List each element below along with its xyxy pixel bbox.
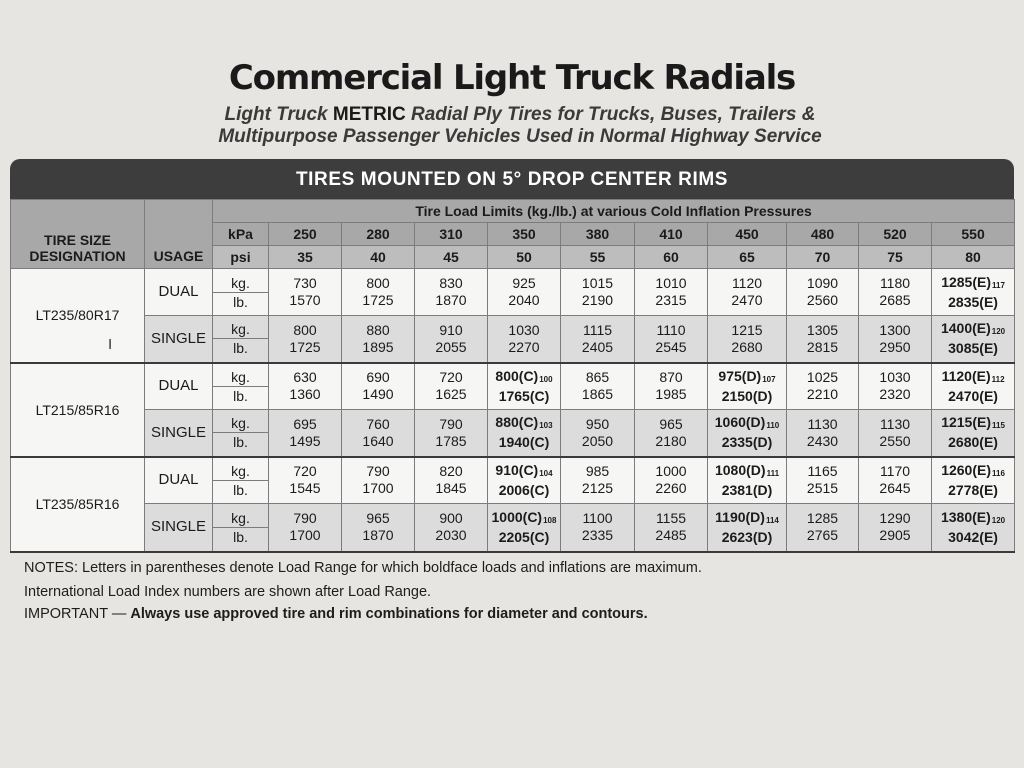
- load-lb: 2260: [655, 480, 687, 497]
- load-lb: 2315: [655, 292, 687, 308]
- load-value-cell: [561, 269, 635, 316]
- unit-lb: lb.: [213, 480, 268, 499]
- load-kg: 880: [366, 321, 390, 338]
- load-value-cell: [787, 269, 859, 316]
- unit-lb: lb.: [213, 292, 268, 311]
- unit-cell: [213, 457, 269, 504]
- load-index: 115: [992, 421, 1005, 431]
- load-kg: 830: [439, 275, 463, 291]
- load-kg: 1215: [731, 321, 763, 338]
- load-kg: 820: [439, 463, 463, 480]
- usage-cell: SINGLE: [145, 410, 213, 457]
- load-lb: 2765: [806, 527, 839, 544]
- load-kg: 1120(E): [941, 367, 991, 384]
- psi-value: 40: [342, 246, 415, 269]
- unit-lb: lb.: [213, 386, 268, 405]
- unit-cell: [213, 363, 269, 410]
- load-kg: 1025: [806, 369, 839, 386]
- unit-lb: lb.: [213, 338, 268, 357]
- psi-value: 75: [859, 246, 932, 269]
- table-caption: Tire Load Limits (kg./lb.) at various Cold Inflation Pressures: [213, 200, 1015, 223]
- load-value-cell: [561, 316, 635, 363]
- load-value-cell: [415, 410, 488, 457]
- load-index: 116: [992, 468, 1005, 478]
- kpa-value: 450: [708, 223, 787, 246]
- load-lb: 1895: [362, 338, 394, 355]
- load-kg: 1170: [879, 463, 911, 480]
- load-value-cell: [269, 316, 342, 363]
- load-kg: 630: [293, 369, 317, 386]
- load-lb: 3042(E): [948, 528, 998, 545]
- load-lb: 2190: [581, 292, 614, 308]
- kpa-value: 550: [932, 223, 1015, 246]
- load-kg: 800: [366, 275, 390, 291]
- load-kg: 1000: [655, 463, 687, 480]
- load-value-cell: [488, 504, 561, 552]
- unit-kg: kg.: [231, 274, 250, 291]
- load-lb: 1625: [435, 386, 467, 403]
- usage-cell: DUAL: [145, 363, 213, 410]
- kpa-label: kPa: [213, 223, 269, 246]
- unit-kg: kg.: [231, 321, 250, 338]
- load-lb: 1870: [435, 292, 467, 308]
- load-lb: 2006(C): [498, 481, 550, 498]
- load-lb: 2470: [731, 292, 763, 308]
- load-index: 120: [991, 515, 1006, 525]
- load-lb: 2950: [879, 338, 911, 355]
- load-value-cell: [708, 316, 787, 363]
- load-kg: 730: [293, 275, 317, 291]
- load-value-cell: [635, 410, 708, 457]
- load-value-cell: [635, 363, 708, 410]
- load-index: 117: [992, 280, 1005, 290]
- load-lb: 1700: [362, 480, 394, 497]
- unit-lb: lb.: [213, 432, 268, 451]
- load-index: 110: [766, 421, 780, 431]
- load-kg: 965: [659, 415, 683, 432]
- load-kg: 1305: [806, 321, 839, 338]
- load-lb: 1940(C): [498, 434, 550, 451]
- load-value-cell: [787, 316, 859, 363]
- usage-header: USAGE: [145, 200, 213, 269]
- load-lb: 2030: [435, 527, 467, 544]
- load-kg: 1120: [731, 275, 763, 291]
- load-index: 100: [539, 374, 553, 384]
- load-limits-table: [10, 199, 1015, 553]
- load-kg: 1130: [807, 415, 838, 432]
- table-band-header: TIRES MOUNTED ON 5° DROP CENTER RIMS: [10, 159, 1014, 199]
- usage-cell: DUAL: [145, 457, 213, 504]
- kpa-value: 380: [561, 223, 635, 246]
- psi-value: 70: [787, 246, 859, 269]
- unit-cell: [213, 316, 269, 363]
- load-kg: 720: [439, 369, 463, 386]
- load-kg: 910: [439, 321, 463, 338]
- unit-kg: kg.: [231, 415, 250, 432]
- psi-value: 50: [488, 246, 561, 269]
- load-kg: 880(C): [495, 414, 539, 431]
- unit-cell: [213, 504, 269, 552]
- load-kg: 1180: [879, 275, 911, 291]
- load-lb: 2515: [806, 480, 839, 497]
- psi-value: 60: [635, 246, 708, 269]
- load-value-cell: [787, 410, 859, 457]
- load-value-cell: [932, 457, 1015, 504]
- unit-cell: [213, 410, 269, 457]
- load-lb: 2335: [581, 527, 614, 544]
- load-kg: 1000(C): [491, 508, 543, 525]
- load-kg: 790: [293, 510, 317, 527]
- load-lb: 2685: [879, 292, 911, 308]
- load-kg: 1300: [879, 321, 911, 338]
- tire-size-cell: LT235/85R16: [11, 457, 145, 552]
- load-kg: 870: [659, 369, 683, 386]
- load-value-cell: [859, 457, 932, 504]
- load-kg: 1260(E): [941, 461, 991, 478]
- psi-label: psi: [213, 246, 269, 269]
- load-kg: 1285(E): [941, 273, 991, 290]
- psi-value: 65: [708, 246, 787, 269]
- load-value-cell: [859, 316, 932, 363]
- kpa-value: 280: [342, 223, 415, 246]
- load-lb: 2680: [731, 338, 763, 355]
- load-value-cell: [342, 269, 415, 316]
- load-lb: 2905: [879, 527, 911, 544]
- load-value-cell: [859, 269, 932, 316]
- load-value-cell: [342, 457, 415, 504]
- load-value-cell: [342, 410, 415, 457]
- load-kg: 1380(E): [940, 508, 991, 525]
- load-value-cell: [561, 410, 635, 457]
- load-value-cell: [932, 363, 1015, 410]
- load-value-cell: [787, 363, 859, 410]
- table-row: [11, 316, 1015, 363]
- load-value-cell: [708, 363, 787, 410]
- load-lb: 1700: [289, 527, 321, 544]
- table-row: [11, 504, 1015, 552]
- load-kg: 965: [366, 510, 390, 527]
- load-value-cell: [708, 504, 787, 552]
- notes-line-1: NOTES: Letters in parentheses denote Load Range for which boldface loads and inflations are maximum.: [24, 560, 702, 576]
- load-lb: 2180: [655, 432, 687, 449]
- subtitle-line-2: Multipurpose Passenger Vehicles Used in Normal Highway Service: [218, 126, 822, 147]
- load-kg: 1060(D): [714, 414, 766, 431]
- load-lb: 2545: [655, 338, 687, 355]
- load-lb: 2470(E): [948, 387, 998, 404]
- load-index: 104: [539, 468, 553, 478]
- load-lb: 2405: [581, 338, 614, 355]
- load-lb: 2055: [435, 338, 467, 355]
- load-lb: 2835(E): [948, 293, 998, 310]
- subtitle-line-1: Light Truck METRIC Radial Ply Tires for Trucks, Buses, Trailers &: [224, 104, 816, 125]
- kpa-value: 520: [859, 223, 932, 246]
- load-value-cell: [859, 504, 932, 552]
- load-value-cell: [269, 457, 342, 504]
- load-kg: 1100: [582, 510, 613, 527]
- load-kg: 1015: [581, 275, 614, 291]
- load-value-cell: [269, 504, 342, 552]
- load-kg: 800(C): [495, 367, 539, 384]
- load-kg: 1115: [582, 321, 613, 338]
- load-value-cell: [787, 457, 859, 504]
- text-cursor-icon: I: [108, 336, 113, 353]
- load-lb: 2125: [581, 480, 614, 497]
- load-value-cell: [415, 363, 488, 410]
- load-lb: 1360: [289, 386, 321, 403]
- load-kg: 985: [585, 463, 610, 480]
- load-kg: 900: [439, 510, 463, 527]
- kpa-value: 310: [415, 223, 488, 246]
- load-value-cell: [932, 504, 1015, 552]
- load-kg: 1080(D): [714, 461, 766, 478]
- load-kg: 910(C): [495, 461, 539, 478]
- load-value-cell: [561, 457, 635, 504]
- load-index: 112: [991, 374, 1005, 384]
- load-lb: 1765(C): [498, 387, 550, 404]
- kpa-value: 350: [488, 223, 561, 246]
- load-kg: 1030: [879, 369, 911, 386]
- unit-kg: kg.: [231, 368, 250, 385]
- load-kg: 1030: [508, 321, 540, 338]
- load-lb: 1870: [362, 527, 394, 544]
- load-kg: 760: [366, 415, 390, 432]
- load-value-cell: [488, 410, 561, 457]
- load-value-cell: [561, 363, 635, 410]
- notes-line-3: IMPORTANT — Always use approved tire and rim combinations for diameter and contours.: [24, 606, 648, 622]
- psi-value: 55: [561, 246, 635, 269]
- load-lb: 2210: [806, 386, 839, 403]
- load-kg: 1290: [879, 510, 911, 527]
- load-kg: 1155: [655, 510, 687, 527]
- psi-value: 80: [932, 246, 1015, 269]
- load-lb: 2040: [508, 292, 540, 308]
- load-lb: 2560: [806, 292, 839, 308]
- load-value-cell: [635, 269, 708, 316]
- kpa-value: 410: [635, 223, 708, 246]
- load-lb: 2485: [655, 527, 687, 544]
- table-row: [11, 457, 1015, 504]
- load-lb: 1845: [435, 480, 467, 497]
- load-index: 111: [766, 468, 780, 478]
- load-kg: 1130: [879, 415, 911, 432]
- load-value-cell: [269, 363, 342, 410]
- unit-lb: lb.: [213, 527, 268, 546]
- usage-cell: SINGLE: [145, 504, 213, 552]
- table-row: [11, 269, 1015, 316]
- load-lb: 2050: [581, 432, 614, 449]
- load-index: 108: [543, 515, 557, 525]
- unit-kg: kg.: [231, 509, 250, 526]
- load-value-cell: [488, 457, 561, 504]
- load-kg: 865: [585, 369, 610, 386]
- load-value-cell: [708, 457, 787, 504]
- load-value-cell: [859, 363, 932, 410]
- load-lb: 1490: [362, 386, 394, 403]
- load-kg: 690: [366, 369, 390, 386]
- load-kg: 1110: [656, 321, 686, 338]
- load-index: 107: [762, 374, 776, 384]
- load-value-cell: [415, 269, 488, 316]
- table-row: [11, 410, 1015, 457]
- load-value-cell: [415, 504, 488, 552]
- load-lb: 2645: [879, 480, 911, 497]
- load-kg: 1400(E): [940, 320, 991, 337]
- load-value-cell: [635, 504, 708, 552]
- load-kg: 950: [585, 415, 610, 432]
- load-lb: 2680(E): [948, 434, 998, 451]
- load-lb: 2320: [879, 386, 911, 403]
- kpa-value: 250: [269, 223, 342, 246]
- load-value-cell: [342, 316, 415, 363]
- load-lb: 1640: [362, 432, 394, 449]
- load-lb: 2270: [508, 338, 540, 355]
- load-lb: 2623(D): [721, 528, 773, 545]
- load-value-cell: [488, 363, 561, 410]
- load-value-cell: [932, 410, 1015, 457]
- load-lb: 1545: [289, 480, 321, 497]
- load-value-cell: [708, 269, 787, 316]
- load-kg: 720: [293, 463, 317, 480]
- load-kg: 695: [293, 415, 317, 432]
- load-kg: 800: [293, 321, 317, 338]
- load-lb: 1570: [289, 292, 321, 308]
- load-value-cell: [932, 316, 1015, 363]
- load-lb: 1865: [581, 386, 614, 403]
- load-value-cell: [859, 410, 932, 457]
- usage-cell: DUAL: [145, 269, 213, 316]
- unit-cell: [213, 269, 269, 316]
- load-value-cell: [415, 316, 488, 363]
- table-row: [11, 363, 1015, 410]
- load-lb: 1785: [435, 432, 467, 449]
- load-value-cell: [635, 316, 708, 363]
- load-value-cell: [342, 363, 415, 410]
- load-lb: 2381(D): [721, 481, 773, 498]
- load-kg: 790: [439, 415, 463, 432]
- load-kg: 1190(D): [715, 508, 765, 525]
- notes-line-2: International Load Index numbers are shown after Load Range.: [24, 584, 432, 600]
- kpa-value: 480: [787, 223, 859, 246]
- load-lb: 2150(D): [721, 387, 773, 404]
- load-index: 114: [765, 515, 779, 525]
- load-value-cell: [415, 457, 488, 504]
- tire-size-cell: LT215/85R16: [11, 363, 145, 457]
- load-index: 103: [539, 421, 553, 431]
- usage-cell: SINGLE: [145, 316, 213, 363]
- load-kg: 925: [512, 275, 536, 291]
- load-kg: 1215(E): [941, 414, 991, 431]
- load-lb: 3085(E): [948, 340, 998, 357]
- load-lb: 1725: [289, 338, 321, 355]
- load-kg: 1285: [806, 510, 839, 527]
- tire-size-header: TIRE SIZE DESIGNATION: [11, 200, 145, 269]
- load-value-cell: [488, 269, 561, 316]
- load-lb: 2205(C): [498, 528, 550, 545]
- load-value-cell: [932, 269, 1015, 316]
- load-value-cell: [269, 269, 342, 316]
- load-value-cell: [708, 410, 787, 457]
- load-value-cell: [488, 316, 561, 363]
- load-lb: 2550: [879, 432, 911, 449]
- load-lb: 2335(D): [721, 434, 773, 451]
- load-lb: 2430: [806, 432, 839, 449]
- load-lb: 2778(E): [948, 481, 998, 498]
- load-value-cell: [269, 410, 342, 457]
- page-title: Commercial Light Truck Radials: [228, 58, 796, 98]
- unit-kg: kg.: [231, 462, 250, 479]
- load-lb: 1725: [362, 292, 394, 308]
- load-lb: 1495: [289, 432, 321, 449]
- load-value-cell: [787, 504, 859, 552]
- load-value-cell: [342, 504, 415, 552]
- psi-value: 35: [269, 246, 342, 269]
- load-kg: 790: [366, 463, 390, 480]
- load-kg: 1090: [806, 275, 839, 291]
- load-kg: 1010: [655, 275, 687, 291]
- load-lb: 1985: [655, 386, 687, 403]
- psi-value: 45: [415, 246, 488, 269]
- load-kg: 1165: [807, 463, 838, 480]
- load-lb: 2815: [806, 338, 839, 355]
- load-value-cell: [561, 504, 635, 552]
- load-kg: 975(D): [718, 367, 762, 384]
- load-index: 120: [991, 327, 1006, 337]
- load-value-cell: [635, 457, 708, 504]
- tire-size-cell: LT235/80R17: [11, 269, 145, 363]
